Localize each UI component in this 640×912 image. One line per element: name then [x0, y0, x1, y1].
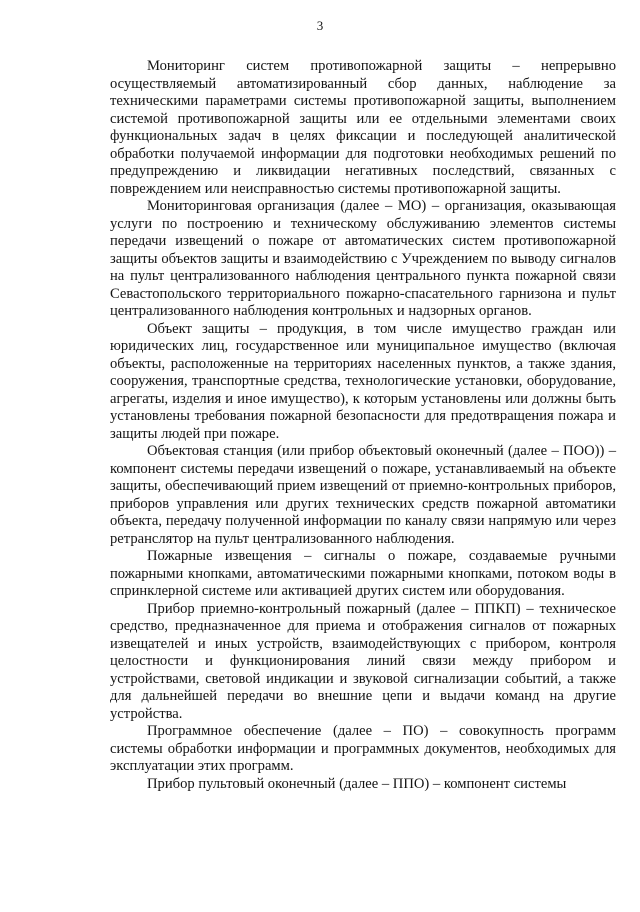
- paragraph-monitoring-organization: Мониторинговая организация (далее – МО) – организация, оказывающая услуги по построению и техническому обслуживанию элементов системы передачи извещений о пожаре от автоматических систем противопожарной защиты объектов защиты и взаимодействию с Учреждением по выводу сигналов на пульт централизованного наблюдения центрального пункта пожарной связи Севастопольского территориального пожарно-спасательного гарнизона и пульт централизованного наблюдения контрольных и надзорных органов.: [110, 198, 616, 319]
- paragraph-protection-object: Объект защиты – продукция, в том числе имущество граждан или юридических лиц, государственное или муниципальное имущество (включая объекты, расположенные на территориях населенных пунктов, а также здания, сооружения, транспортные средства, технологические установки, оборудование, агрегаты, изделия и иное имущество), к которым установлены или должны быть установлены требования пожарной безопасности для предотвращения пожара и защиты людей при пожаре.: [110, 320, 616, 442]
- paragraph-console-terminal: Прибор пультовый оконечный (далее – ППО) – компонент системы: [147, 775, 567, 792]
- document-body: [110, 58, 616, 793]
- paragraph-software: Программное обеспечение (далее – ПО) – совокупность программ системы обработки информации и программных документов, необходимых для эксплуатации этих программ.: [110, 723, 616, 774]
- page-number: 3: [316, 18, 324, 33]
- paragraph-control-device: Прибор приемно-контрольный пожарный (далее – ППКП) – техническое средство, предназначенное для приема и отображения сигналов от пожарных извещателей и иных устройств, взаимодействующих с прибором, контроля целостности и функционирования линий связи между прибором и устройствами, световой индикации и звуковой сигнализации событий, а также для дальнейшей передачи во внешние цепи и выдачи команд на другие устройства.: [110, 600, 616, 722]
- paragraph-object-station: Объектовая станция (или прибор объектовый оконечный (далее – ПОО)) – компонент системы передачи извещений о пожаре, устанавливаемый на объекте защиты, обеспечивающий прием извещений от приемно-контрольных приборов, приборов управления или других технических средств пожарной автоматики объекта, передачу полученной информации по каналу связи напрямую или через ретранслятор на пульт централизованного наблюдения.: [110, 443, 616, 547]
- paragraph-monitoring: Мониторинг систем противопожарной защиты – непрерывно осуществляемый автоматизированный сбор данных, наблюдение за техническими параметрами системы противопожарной защиты, выполнением системой противопожарной защиты или ее отдельными элементами своих функциональных задач в целях фиксации и последующей аналитической обработки получаемой информации для подготовки необходимых решений по предупреждению и ликвидации негативных последствий, связанных с повреждением или неисправностью системы противопожарной защиты.: [110, 58, 616, 197]
- paragraph-fire-notifications: Пожарные извещения – сигналы о пожаре, создаваемые ручными пожарными кнопками, автоматическими пожарными кнопками, потоком воды в спринклерной системе или активацией других систем или оборудования.: [110, 548, 616, 599]
